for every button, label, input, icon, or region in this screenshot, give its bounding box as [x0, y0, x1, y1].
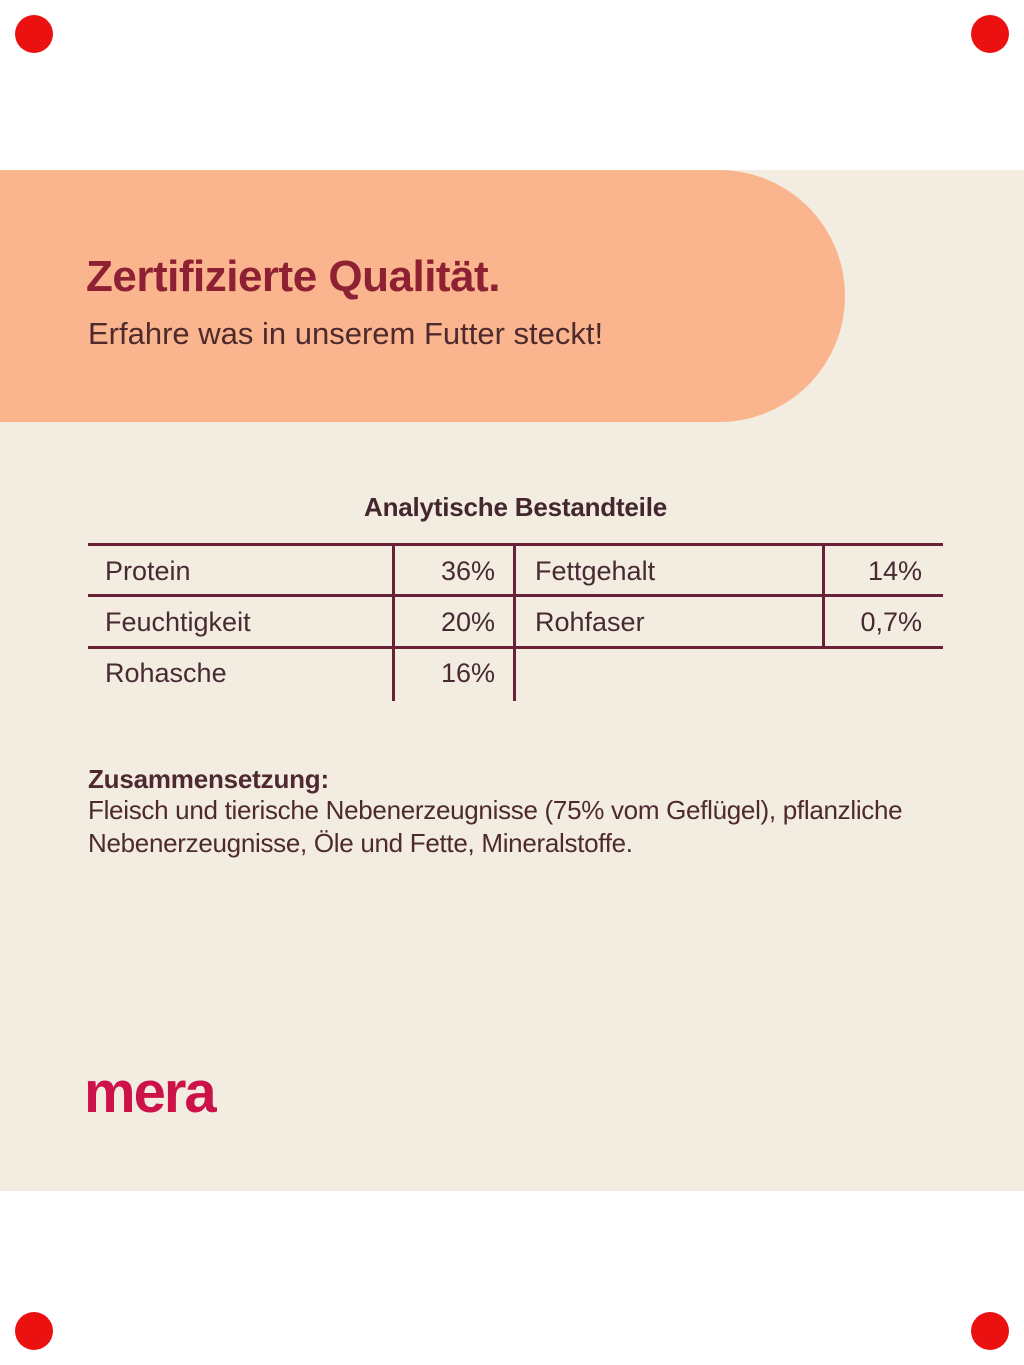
nutrient-value: 14%	[867, 556, 922, 586]
hero-title: Zertifizierte Qualität.	[86, 252, 500, 301]
nutrient-label: Rohasche	[105, 658, 227, 688]
nutrient-value: 16%	[440, 658, 495, 688]
analysis-table-title: Analytische Bestandteile	[364, 492, 667, 522]
corner-dot-top-right	[971, 15, 1009, 53]
composition-text-line: Fleisch und tierische Nebenerzeugnisse (75% vom Geflügel), pflanzliche	[88, 795, 903, 825]
composition-heading: Zusammensetzung:	[88, 764, 329, 794]
hero-subtitle: Erfahre was in unserem Futter steckt!	[88, 316, 604, 351]
nutrient-value: 0,7%	[860, 607, 922, 637]
composition-text-line: Nebenerzeugnisse, Öle und Fette, Mineralstoffe.	[88, 828, 633, 858]
content-background	[0, 170, 1024, 1191]
nutrient-label: Fettgehalt	[535, 556, 656, 586]
corner-dot-bottom-left	[15, 1312, 53, 1350]
corner-dot-top-left	[15, 15, 53, 53]
table-divider-col2	[513, 543, 516, 701]
hero-banner	[0, 170, 845, 422]
nutrient-label: Protein	[105, 556, 191, 586]
nutrient-value: 36%	[440, 556, 495, 586]
mera-logo: mera	[84, 1060, 215, 1125]
nutrient-label: Rohfaser	[535, 607, 645, 637]
nutrient-value: 20%	[440, 607, 495, 637]
nutrient-label: Feuchtigkeit	[105, 607, 251, 637]
corner-dot-bottom-right	[971, 1312, 1009, 1350]
